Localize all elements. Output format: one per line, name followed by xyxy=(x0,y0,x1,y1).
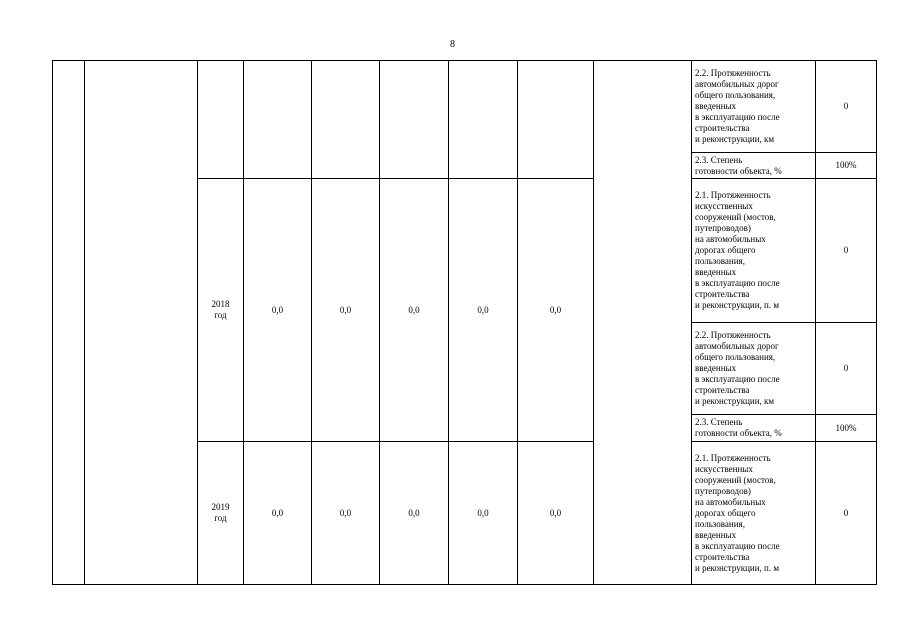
program-table xyxy=(52,60,877,585)
amount-cell: 0,0 xyxy=(312,442,380,585)
amount-cell: 0,0 xyxy=(518,442,594,585)
indicator-name: 2.3. Степень готовности объекта, % xyxy=(692,415,816,442)
indicator-value: 0 xyxy=(816,179,877,323)
page-number: 8 xyxy=(450,39,455,50)
indicator-value: 100% xyxy=(816,153,877,179)
executor-cell xyxy=(594,61,692,585)
indicator-name: 2.2. Протяженность автомобильных дорог общего пользования, введенных в эксплуатацию после строительства и реконструкции, км xyxy=(692,323,816,415)
indicator-value: 0 xyxy=(816,323,877,415)
amount-cell-empty xyxy=(518,61,594,179)
amount-cell: 0,0 xyxy=(518,179,594,442)
amount-cell: 0,0 xyxy=(244,179,312,442)
indicator-value: 0 xyxy=(816,442,877,585)
amount-cell: 0,0 xyxy=(312,179,380,442)
amount-cell: 0,0 xyxy=(449,179,518,442)
table-row xyxy=(53,61,877,153)
amount-cell: 0,0 xyxy=(449,442,518,585)
indicator-name: 2.2. Протяженность автомобильных дорог общего пользования, введенных в эксплуатацию после строительства и реконструкции, км xyxy=(692,61,816,153)
number-cell xyxy=(53,61,85,585)
event-name-cell xyxy=(85,61,198,585)
indicator-value: 0 xyxy=(816,61,877,153)
amount-cell: 0,0 xyxy=(380,179,449,442)
amount-cell-empty xyxy=(380,61,449,179)
indicator-name: 2.1. Протяженность искусственных сооружений (мостов, путепроводов) на автомобильных дорогах общего пользования, введенных в эксплуатацию после строительства и реконструкции, п. м xyxy=(692,442,816,585)
amount-cell-empty xyxy=(312,61,380,179)
indicator-name: 2.1. Протяженность искусственных сооружений (мостов, путепроводов) на автомобильных дорогах общего пользования, введенных в эксплуатацию после строительства и реконструкции, п. м xyxy=(692,179,816,323)
amount-cell: 0,0 xyxy=(380,442,449,585)
indicator-value: 100% xyxy=(816,415,877,442)
year-cell: 2018 год xyxy=(198,179,244,442)
amount-cell-empty xyxy=(449,61,518,179)
year-cell-empty xyxy=(198,61,244,179)
amount-cell-empty xyxy=(244,61,312,179)
amount-cell: 0,0 xyxy=(244,442,312,585)
indicator-name: 2.3. Степень готовности объекта, % xyxy=(692,153,816,179)
year-cell: 2019 год xyxy=(198,442,244,585)
